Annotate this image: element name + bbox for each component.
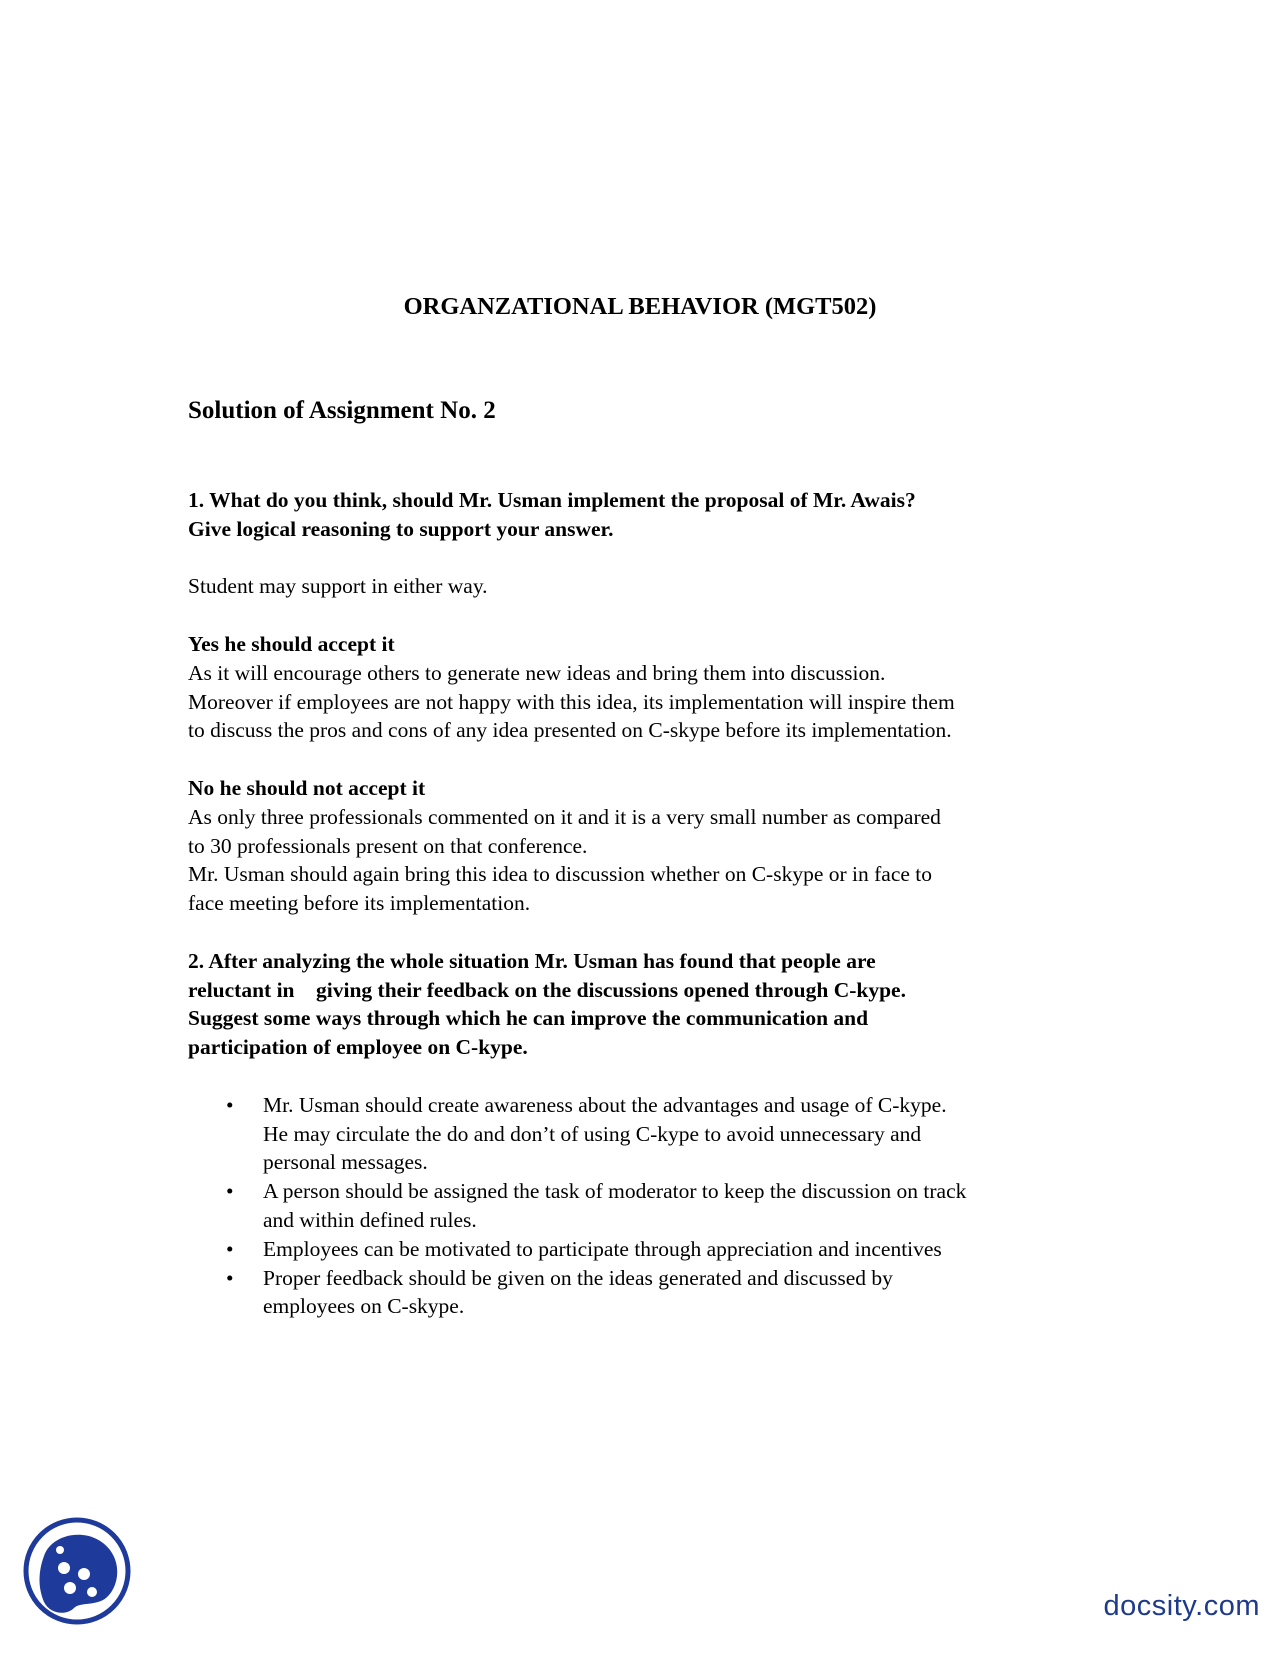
question-2-line: participation of employee on C-kype. (188, 1035, 528, 1060)
yes-line: As it will encourage others to generate new ideas and bring them into discussion. (188, 660, 886, 685)
bullet-icon: • (226, 1265, 234, 1290)
document-subtitle: Solution of Assignment No. 2 (188, 397, 496, 424)
list-item-line: and within defined rules. (263, 1207, 477, 1232)
list-item-line: Employees can be motivated to participate through appreciation and incentives (263, 1236, 942, 1261)
list-item-line: employees on C-skype. (263, 1294, 465, 1319)
no-heading: No he should not accept it (188, 775, 426, 800)
question-2-line: 2. After analyzing the whole situation Mr. Usman has found that people are (188, 948, 876, 973)
bullet-icon: • (226, 1236, 234, 1261)
no-line: As only three professionals commented on it and it is a very small number as compared (188, 804, 941, 829)
document-title: ORGANZATIONAL BEHAVIOR (MGT502) (403, 293, 877, 320)
list-item (188, 1177, 1108, 1235)
question-1-line-2: Give logical reasoning to support your answer. (188, 516, 614, 541)
list-item (188, 1091, 1108, 1177)
list-item-line: personal messages. (263, 1150, 428, 1175)
list-item (188, 1264, 1108, 1322)
list-item-line: A person should be assigned the task of moderator to keep the discussion on track (263, 1179, 967, 1204)
suggestion-list (188, 1091, 1108, 1321)
question-2-line: reluctant in giving their feedback on the discussions opened through C-kype. (188, 977, 906, 1002)
yes-heading: Yes he should accept it (188, 631, 395, 656)
question-2-line: Suggest some ways through which he can improve the communication and (188, 1006, 869, 1031)
no-line: Mr. Usman should again bring this idea to discussion whether on C-skype or in face to (188, 862, 933, 887)
intro-text: Student may support in either way. (188, 574, 488, 599)
docsity-brand-link[interactable]: docsity.com (1103, 1590, 1260, 1622)
docsity-logo-icon[interactable] (22, 1516, 132, 1626)
bullet-icon: • (226, 1092, 234, 1117)
yes-line: to discuss the pros and cons of any idea presented on C-skype before its implementation. (188, 718, 952, 743)
yes-line: Moreover if employees are not happy with this idea, its implementation will inspire them (188, 689, 955, 714)
no-line: to 30 professionals present on that conference. (188, 833, 588, 858)
no-line: face meeting before its implementation. (188, 891, 531, 916)
list-item-line: Mr. Usman should create awareness about the advantages and usage of C-kype. (263, 1092, 947, 1117)
document-body (188, 486, 1108, 1321)
question-1-line-1: 1. What do you think, should Mr. Usman implement the proposal of Mr. Awais? (188, 488, 916, 512)
list-item-line: He may circulate the do and don’t of using C-kype to avoid unnecessary and (263, 1121, 922, 1146)
list-item-line: Proper feedback should be given on the ideas generated and discussed by (263, 1265, 893, 1290)
bullet-icon: • (226, 1179, 234, 1204)
list-item (188, 1235, 1108, 1264)
